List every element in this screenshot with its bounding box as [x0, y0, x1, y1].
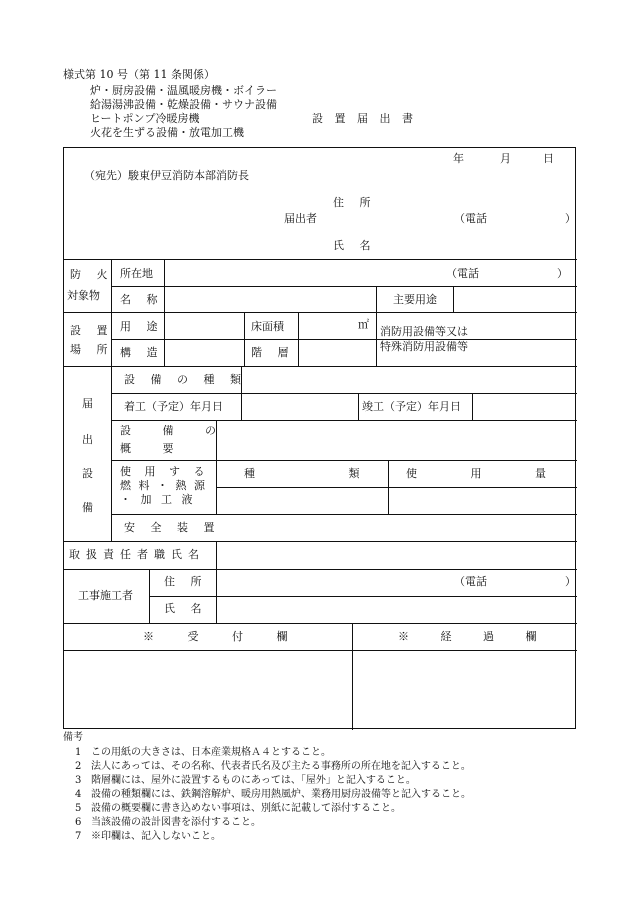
- note-text: この用紙の大きさは、日本産業規格Ａ４とすること。: [91, 747, 331, 758]
- document-title: 設 置 届 出 書: [312, 112, 417, 125]
- equipment-fuel-label-2: 燃 料 ・ 熱 源: [120, 479, 207, 492]
- target-location-label: 所在地: [120, 267, 153, 280]
- target-group-label-1: 防 火: [70, 268, 114, 281]
- note-number: 2: [75, 761, 82, 772]
- equipment-group-char-1: 届: [82, 397, 93, 410]
- equipment-group-char-2: 出: [82, 433, 93, 446]
- note-number: 1: [75, 747, 82, 758]
- note-number: 3: [75, 775, 82, 786]
- site-group-label-1: 設 置: [70, 324, 114, 337]
- note-number: 4: [75, 789, 82, 800]
- site-floor-area-label: 床面積: [251, 320, 284, 333]
- equipment-start-label: 着工（予定）年月日: [124, 400, 223, 413]
- progress-column-label: ※ 経 過 欄: [398, 630, 537, 643]
- contractor-address-label: 住 所: [164, 575, 208, 588]
- site-equipment-label-2: 特殊消防用設備等: [380, 340, 468, 353]
- site-floor-area-unit: ㎡: [358, 318, 369, 331]
- equipment-fuel-label-1: 使 用 す る: [120, 465, 210, 478]
- note-text: 階層欄には、屋外に設置するものにあっては、「屋外」と記入すること。: [91, 775, 416, 786]
- site-use-label: 用 途: [120, 320, 164, 333]
- manager-label: 取扱責任者職氏名: [69, 548, 205, 561]
- site-group-label-2: 場 所: [70, 343, 114, 356]
- applicant-label: 届出者: [284, 212, 317, 225]
- date-year-label: 年: [453, 152, 464, 165]
- target-phone-label: （電話: [446, 267, 479, 280]
- target-name-label: 名 称: [120, 293, 164, 306]
- note-number: 6: [75, 817, 82, 828]
- applicant-phone-close: ）: [565, 212, 576, 225]
- target-group-label-2: 対象物: [67, 289, 100, 302]
- contractor-label: 工事施工者: [78, 589, 133, 602]
- applicant-phone-label: （電話: [454, 212, 487, 225]
- contractor-name-label: 氏 名: [164, 602, 208, 615]
- note-number: 5: [75, 803, 82, 814]
- note-text: ※印欄は、記入しないこと。: [91, 831, 221, 842]
- note-number: 7: [75, 831, 82, 842]
- equipment-group-char-3: 設: [82, 467, 93, 480]
- equipment-group-char-4: 備: [82, 501, 93, 514]
- site-equipment-label-1: 消防用設備等又は: [380, 325, 468, 338]
- note-text: 設備の概要欄に書き込めない事項は、別紙に記載して添付すること。: [91, 803, 401, 814]
- equipment-summary-label-1: 設 備 の: [120, 424, 230, 437]
- equipment-type-label: 設 備 の 種 類: [124, 373, 247, 386]
- equipment-complete-label: 竣工（予定）年月日: [362, 400, 461, 413]
- equipment-fuel-label-3: ・ 加 工 液: [120, 493, 196, 506]
- equipment-amount-label: 使 用 量: [406, 467, 546, 480]
- note-text: 設備の種類欄には、鉄鋼溶解炉、暖房用熱風炉、業務用厨房設備等と記入すること。: [91, 789, 471, 800]
- date-month-label: 月: [500, 152, 511, 165]
- site-structure-label: 構 造: [120, 346, 164, 359]
- site-floor-label: 階 層: [251, 346, 295, 359]
- equipment-line-4: 火花を生ずる設備・放電加工機: [90, 126, 244, 139]
- contractor-phone-label: （電話: [454, 575, 487, 588]
- equipment-kind-label: 種 類: [244, 467, 360, 480]
- applicant-name-label: 氏 名: [333, 239, 377, 252]
- equipment-line-2: 給湯湯沸設備・乾燥設備・サウナ設備: [90, 98, 277, 111]
- note-text: 法人にあっては、その名称、代表者氏名及び主たる事務所の所在地を記入すること。: [91, 761, 471, 772]
- date-day-label: 日: [543, 152, 554, 165]
- applicant-address-label: 住 所: [333, 196, 377, 209]
- target-phone-close: ）: [557, 267, 568, 280]
- contractor-phone-close: ）: [565, 575, 576, 588]
- form-number: 様式第 10 号（第 11 条関係）: [63, 68, 215, 81]
- addressee: （宛先）駿東伊豆消防本部消防長: [84, 169, 249, 182]
- equipment-safety-label: 安 全 装 置: [124, 521, 221, 534]
- equipment-line-3: ヒートポンプ冷暖房機: [90, 112, 200, 125]
- notes-title: 備考: [63, 732, 83, 743]
- target-main-use-label: 主要用途: [393, 293, 437, 306]
- equipment-line-1: 炉・厨房設備・温風暖房機・ボイラー: [90, 84, 277, 97]
- equipment-summary-label-2: 概 要: [120, 442, 188, 455]
- note-text: 当該設備の設計図書を添付すること。: [91, 817, 261, 828]
- reception-column-label: ※ 受 付 欄: [143, 630, 288, 643]
